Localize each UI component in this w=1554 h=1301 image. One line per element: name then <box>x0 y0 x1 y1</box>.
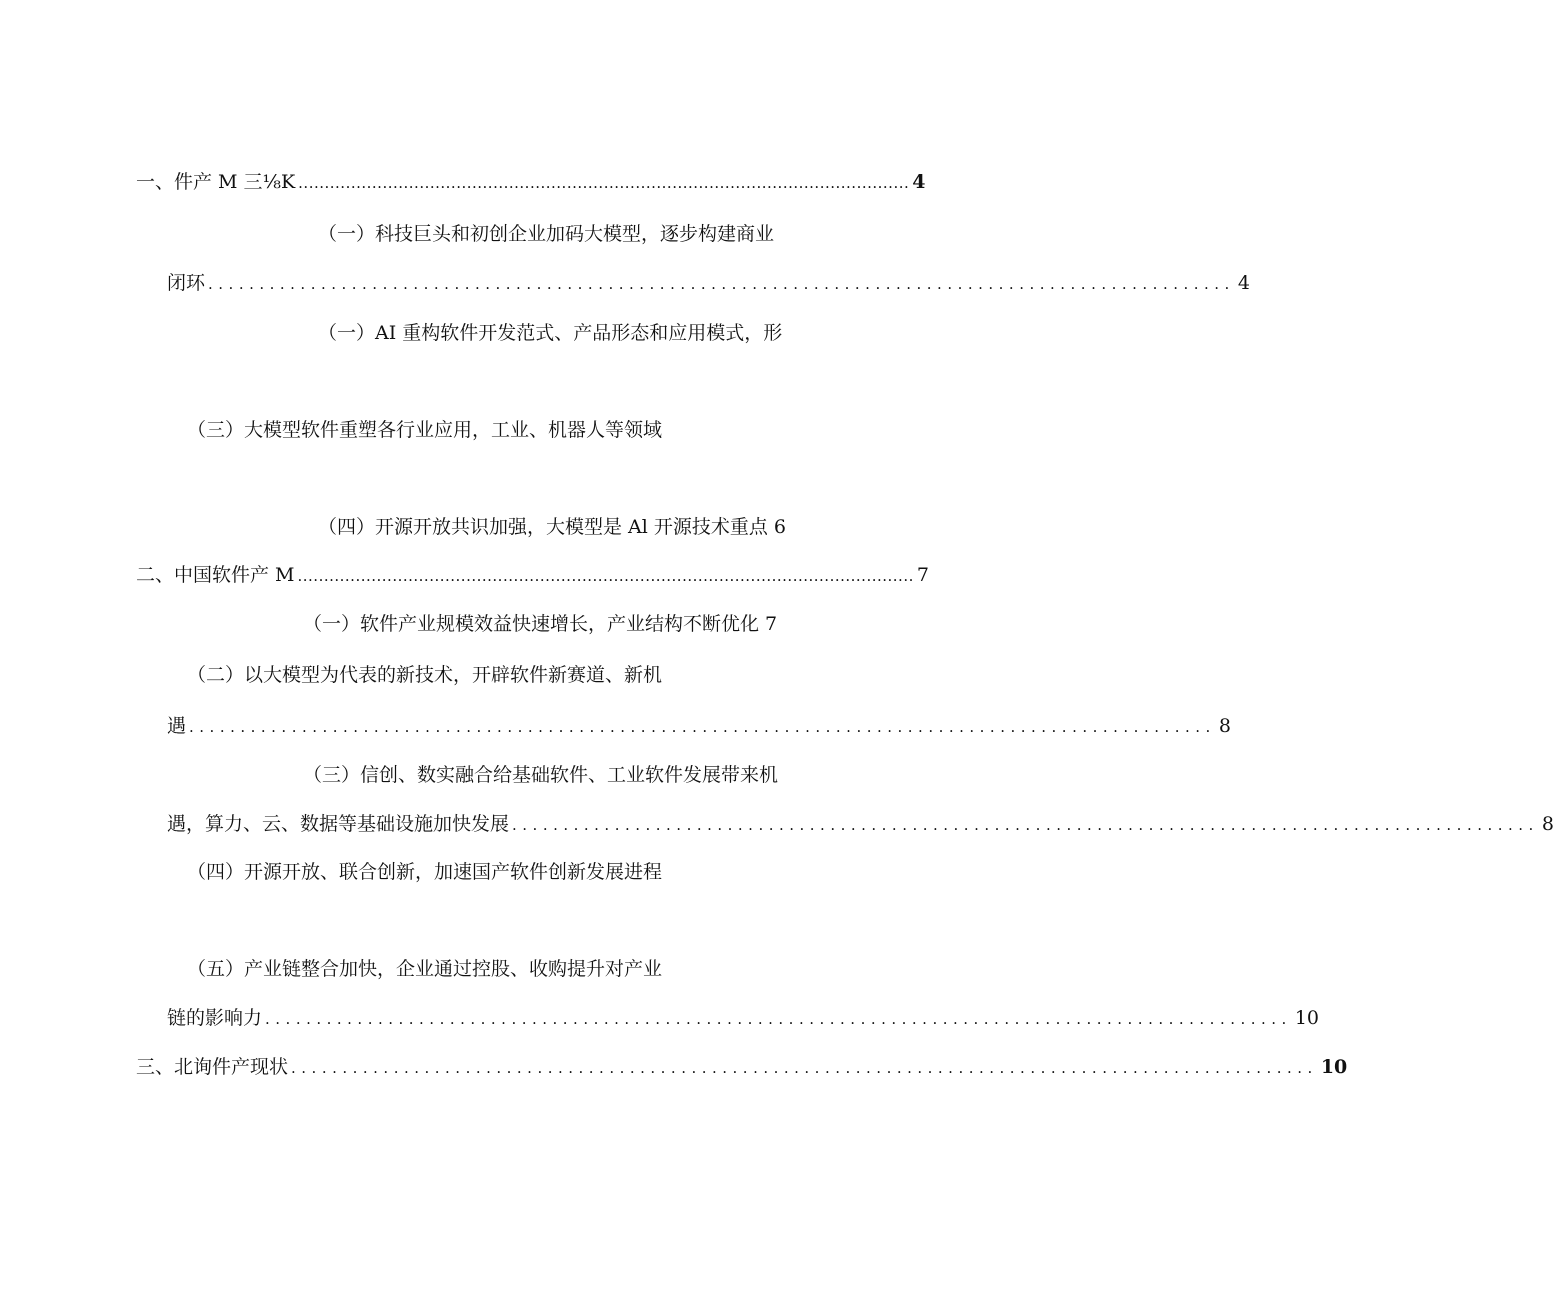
toc-leader-dots: .................................................................................................... <box>189 718 1216 736</box>
toc-entry-section-2-2[interactable] <box>187 661 662 689</box>
toc-page-number: 7 <box>916 564 929 586</box>
toc-entry-section-2-4[interactable] <box>187 858 662 886</box>
toc-entry-section-1-3[interactable] <box>187 416 662 444</box>
toc-leader-dots: .................................................................................................................... <box>298 174 910 192</box>
toc-entry-section-2-5-cont[interactable] <box>167 1004 1320 1032</box>
toc-leader-dots: .................................................................................................... <box>208 275 1235 293</box>
toc-entry-section-2-3[interactable] <box>303 761 778 789</box>
toc-entry-text: （四）开源开放、联合创新，加速国产软件创新发展进程 <box>187 861 663 883</box>
toc-entry-text: （一）科技巨头和初创企业加码大模型，逐步构建商业 <box>318 223 775 245</box>
toc-entry-text: （二）以大模型为代表的新技术，开辟软件新赛道、新机 <box>187 664 663 686</box>
toc-page-number: 8 <box>1218 715 1231 737</box>
toc-entry-text: （一）AI 重构软件开发范式、产品形态和应用模式，形 <box>318 322 783 344</box>
toc-entry-text: （三）信创、数实融合给基础软件、工业软件发展带来机 <box>303 764 779 786</box>
toc-entry-section-2-2-cont[interactable] <box>167 712 1231 740</box>
toc-entry-section-2-3-cont[interactable] <box>167 810 1554 838</box>
toc-entry-section-1-1-cont[interactable] <box>167 269 1250 297</box>
toc-entry-chapter-3[interactable] <box>136 1053 1348 1081</box>
toc-entry-chapter-1[interactable] <box>136 168 926 196</box>
toc-entry-text: 遇 <box>167 715 187 737</box>
toc-entry-text: （一）软件产业规模效益快速增长，产业结构不断优化 7 <box>303 613 778 635</box>
toc-page-number: 4 <box>1237 272 1250 294</box>
toc-entry-chapter-2[interactable] <box>136 561 929 589</box>
toc-leader-dots: ..................................................................................................................... <box>297 567 914 585</box>
toc-leader-dots: .................................................................................................... <box>265 1010 1292 1028</box>
toc-page-number: 4 <box>912 171 926 193</box>
toc-entry-text: 一、件产 M 三⅛K <box>136 171 296 193</box>
toc-entry-text: 闭环 <box>167 272 206 294</box>
toc-page-number: 10 <box>1294 1007 1320 1029</box>
toc-entry-section-2-5[interactable] <box>187 955 662 983</box>
toc-entry-text: （四）开源开放共识加强，大模型是 Al 开源技术重点 6 <box>318 516 787 538</box>
toc-page-number: 10 <box>1320 1056 1348 1078</box>
toc-entry-section-2-1[interactable] <box>303 610 777 638</box>
toc-entry-section-1-1[interactable] <box>318 220 774 248</box>
toc-entry-section-1-4[interactable] <box>318 513 786 541</box>
toc-entry-section-1-2[interactable] <box>318 319 782 347</box>
toc-entry-text: 二、中国软件产 M <box>136 564 295 586</box>
toc-entry-text: （五）产业链整合加快，企业通过控股、收购提升对产业 <box>187 958 663 980</box>
toc-entry-text: 链的影响力 <box>167 1007 263 1029</box>
toc-entry-text: 三、北询件产现状 <box>136 1056 289 1078</box>
toc-page-number: 8 <box>1541 813 1554 835</box>
toc-entry-text: （三）大模型软件重塑各行业应用，工业、机器人等领域 <box>187 419 663 441</box>
toc-entry-text: 遇，算力、云、数据等基础设施加快发展 <box>167 813 510 835</box>
toc-leader-dots: .................................................................................................... <box>291 1059 1318 1077</box>
toc-leader-dots: .................................................................................................... <box>512 816 1539 834</box>
